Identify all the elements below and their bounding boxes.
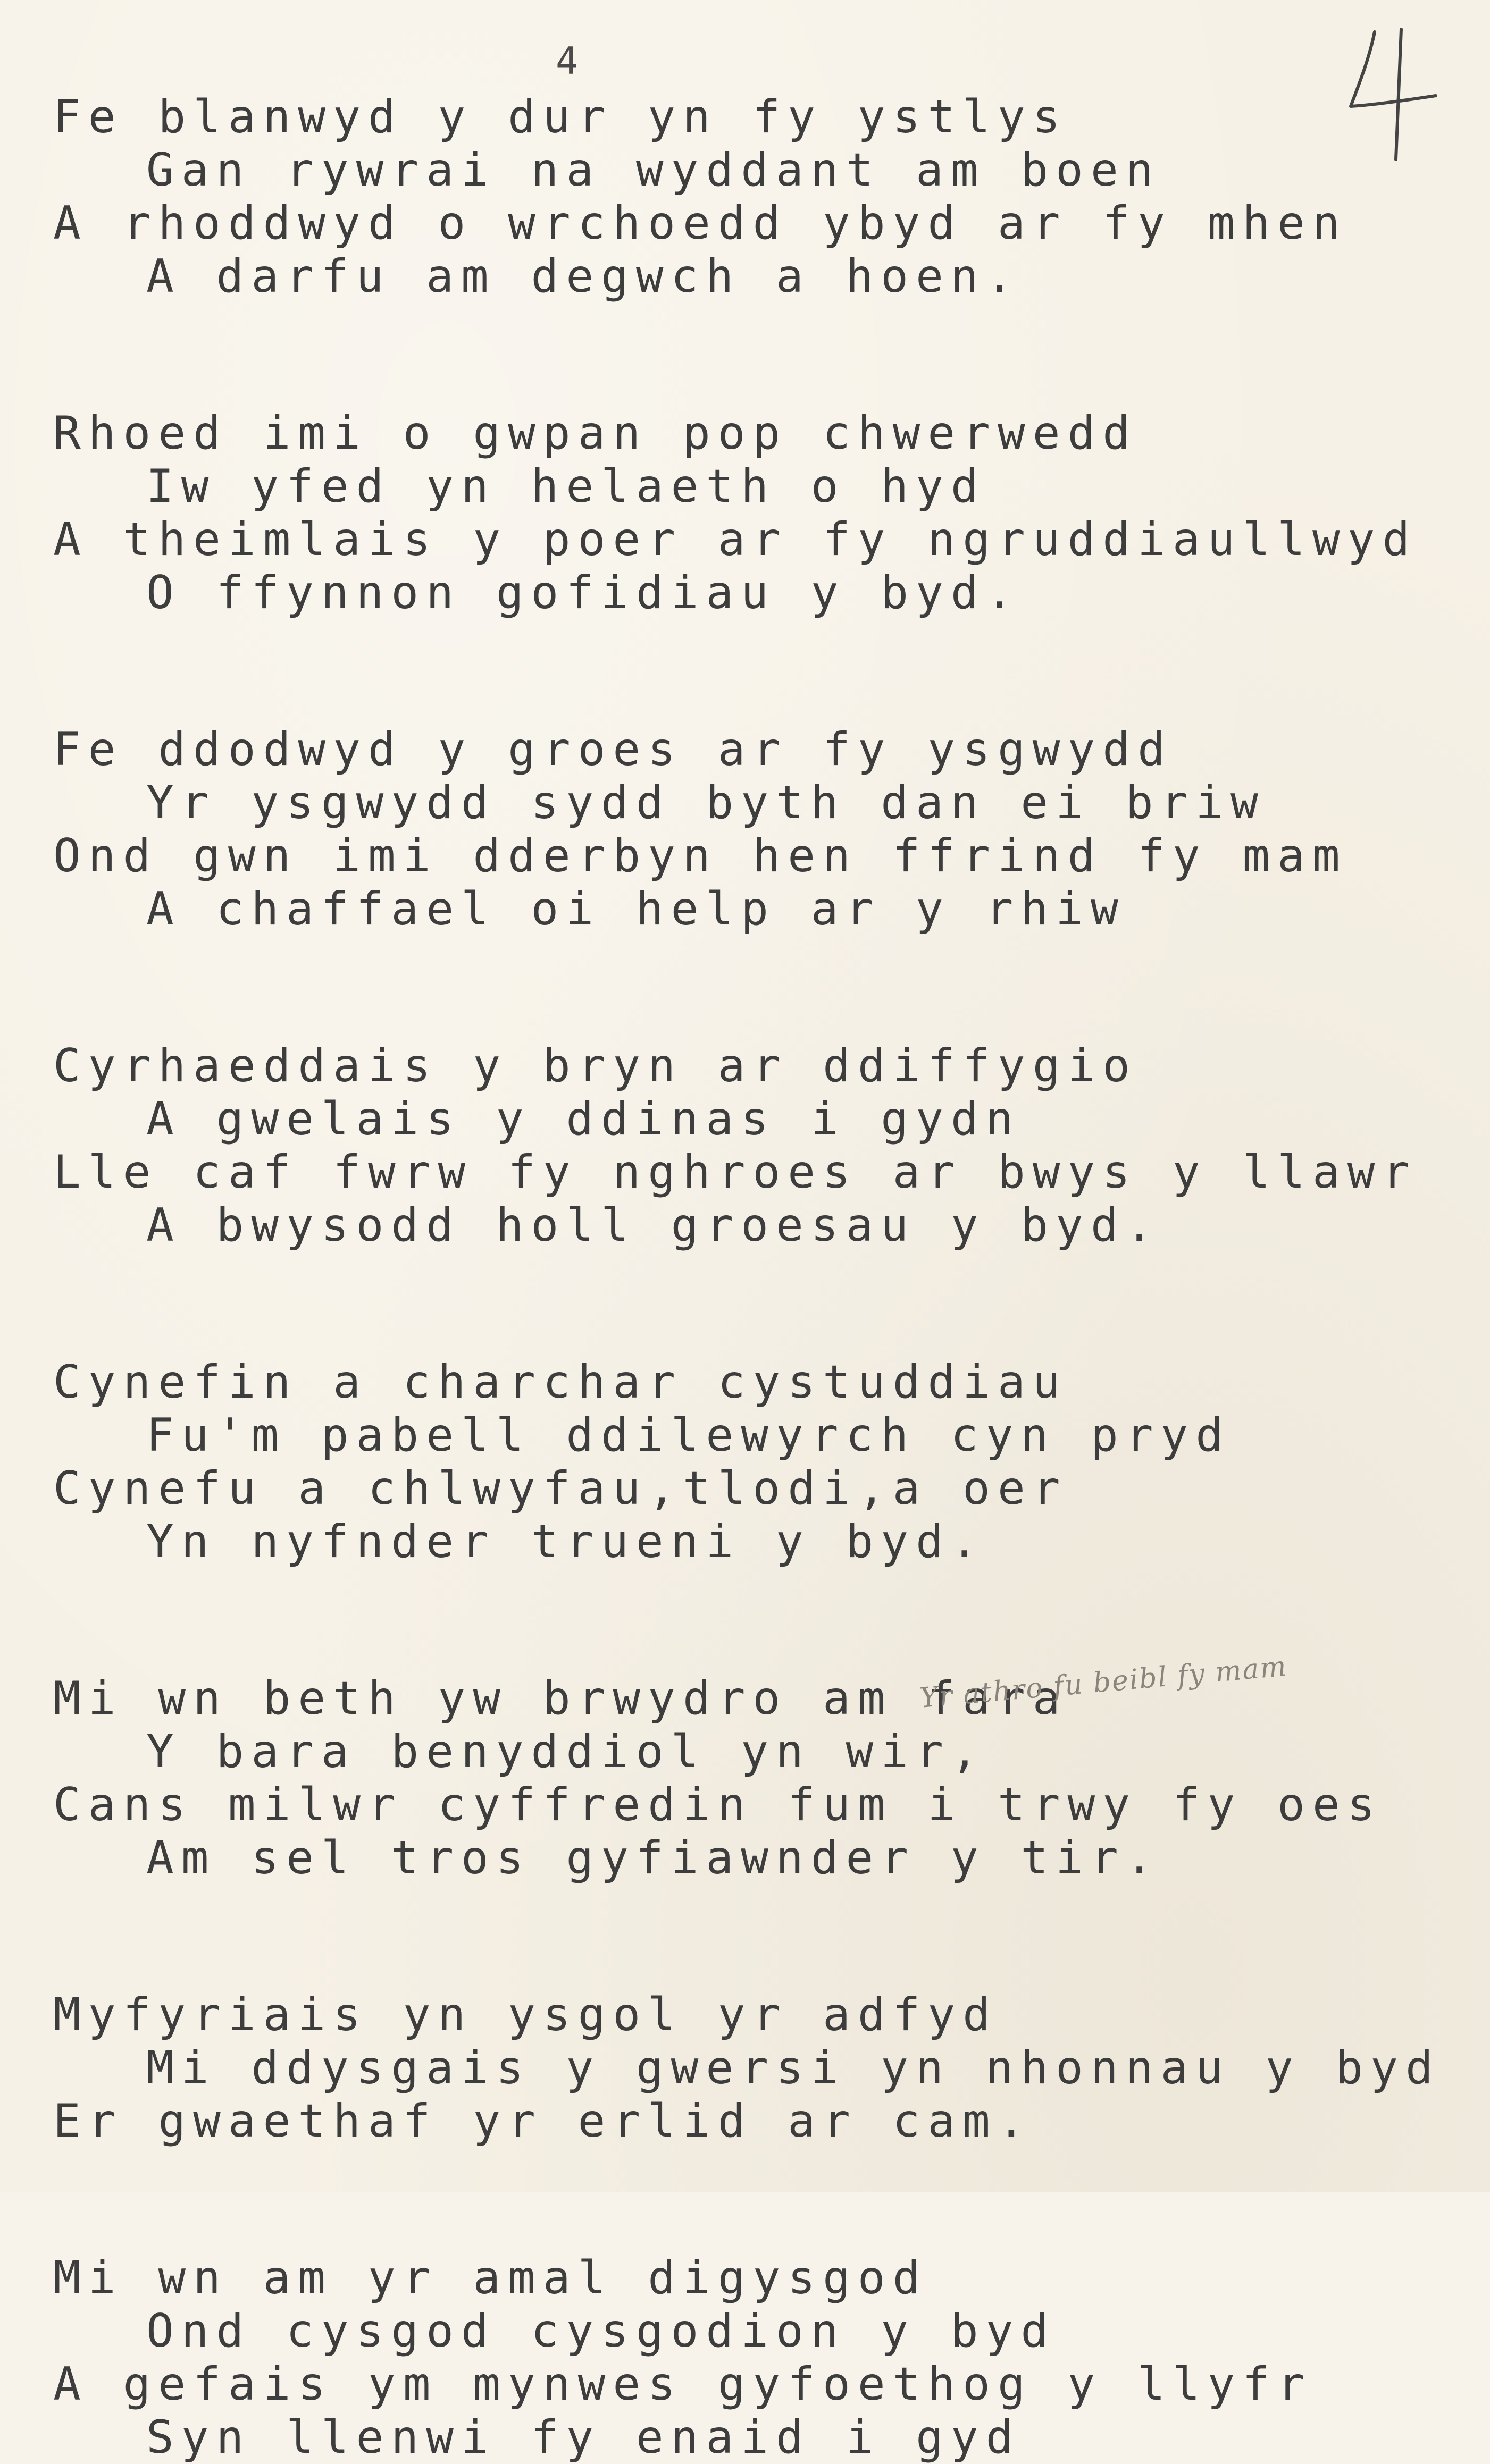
stanza [53, 407, 1418, 619]
verse-line: Ond cysgod cysgodion y byd [146, 2305, 1056, 2358]
stanza [53, 1672, 1409, 1885]
verse-line: Mi wn am yr amal digysgod [53, 2251, 928, 2305]
verse-line: A darfu am degwch a hoen. [146, 250, 1021, 303]
poem [53, 90, 1441, 2464]
verse-line: Yr ysgwydd sydd byth dan ei briw [146, 776, 1266, 829]
verse-line: A chaffael oi help ar y rhiw [146, 882, 1126, 936]
verse-line: Am sel tros gyfiawnder y tir. [146, 1831, 1161, 1885]
verse-line: Yn nyfnder trueni y byd. [146, 1515, 986, 1568]
stanza [53, 2251, 1409, 2464]
verse-line: A rhoddwyd o wrchoedd ybyd ar fy mhen [53, 197, 1347, 250]
verse-line: A theimlais y poer ar fy ngruddiaullwyd [53, 513, 1418, 566]
verse-line: Fu'm pabell ddilewyrch cyn pryd [146, 1409, 1231, 1462]
verse-line: Fe ddodwyd y groes ar fy ysgwydd [53, 723, 1173, 776]
verse-line: O ffynnon gofidiau y byd. [146, 566, 1021, 619]
stanza [53, 1356, 1409, 1568]
verse-line: Myfyriais yn ysgol yr adfyd [53, 1988, 998, 2041]
verse-line: Cans milwr cyffredin fum i trwy fy oes [53, 1778, 1383, 1831]
verse-line: Mi wn beth yw brwydro am fara [53, 1672, 1068, 1725]
verse-line: Mi ddysgais y gwersi yn nhonnau y byd [146, 2041, 1441, 2095]
verse-line: Ond gwn imi dderbyn hen ffrind fy mam [53, 829, 1347, 882]
verse-line: A gefais ym mynwes gyfoethog y llyfr [53, 2358, 1312, 2411]
verse-line: Iw yfed yn helaeth o hyd [146, 460, 986, 513]
verse-line: A gwelais y ddinas i gydn [146, 1092, 1021, 1146]
handwritten-annotation: Yr athro fu beibl fy mam [918, 1650, 1288, 1714]
stanza [53, 90, 1409, 303]
stanza [53, 723, 1409, 936]
verse-line: Gan rywrai na wyddant am boen [146, 144, 1161, 197]
verse-line: Fe blanwyd y dur yn fy ystlys [53, 90, 1068, 144]
stanza [53, 1988, 1441, 2148]
verse-line: Rhoed imi o gwpan pop chwerwedd [53, 407, 1138, 460]
verse-line: Lle caf fwrw fy nghroes ar bwys y llawr [53, 1146, 1418, 1199]
verse-line: Syn llenwi fy enaid i gyd [146, 2411, 1021, 2464]
stanza [53, 1039, 1418, 1252]
typed-page-number: 4 [556, 39, 579, 83]
verse-line: Y bara benyddiol yn wir, [146, 1725, 986, 1778]
verse-line: A bwysodd holl groesau y byd. [146, 1199, 1161, 1252]
verse-line: Er gwaethaf yr erlid ar cam. [53, 2095, 1033, 2148]
verse-line: Cynefu a chlwyfau,tlodi,a oer [53, 1462, 1068, 1515]
verse-line: Cynefin a charchar cystuddiau [53, 1356, 1068, 1409]
verse-line: Cyrhaeddais y bryn ar ddiffygio [53, 1039, 1138, 1092]
